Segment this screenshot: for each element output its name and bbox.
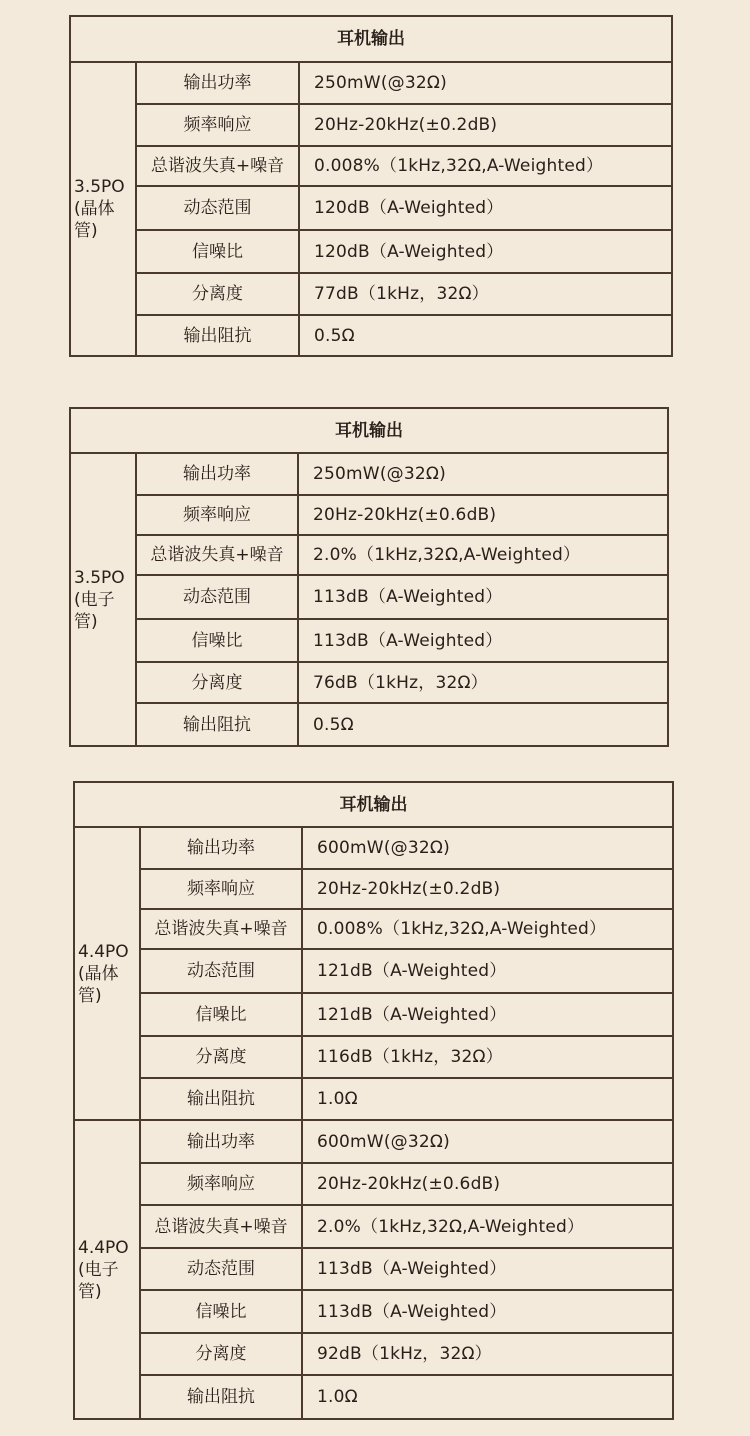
spec-value: 120dB（A-Weighted） bbox=[299, 186, 672, 230]
spec-label: 动态范围 bbox=[140, 949, 302, 993]
spec-label: 动态范围 bbox=[140, 1248, 302, 1290]
spec-label: 信噪比 bbox=[136, 230, 299, 273]
spec-value: 2.0%（1kHz,32Ω,A-Weighted） bbox=[298, 535, 668, 575]
spec-value: 120dB（A-Weighted） bbox=[299, 230, 672, 273]
spec-label: 总谐波失真+噪音 bbox=[136, 146, 299, 186]
spec-value: 113dB（A-Weighted） bbox=[302, 1290, 673, 1333]
spec-value: 20Hz-20kHz(±0.6dB) bbox=[298, 495, 668, 535]
spec-label: 总谐波失真+噪音 bbox=[136, 535, 298, 575]
spec-value: 0.008%（1kHz,32Ω,A-Weighted） bbox=[299, 146, 672, 186]
spec-value: 113dB（A-Weighted） bbox=[302, 1248, 673, 1290]
spec-value: 77dB（1kHz，32Ω） bbox=[299, 273, 672, 315]
spec-label: 输出阻抗 bbox=[140, 1375, 302, 1419]
spec-value: 121dB（A-Weighted） bbox=[302, 949, 673, 993]
spec-value: 250mW(@32Ω) bbox=[299, 62, 672, 104]
spec-label: 信噪比 bbox=[140, 993, 302, 1036]
spec-label: 输出功率 bbox=[140, 827, 302, 869]
spec-value: 92dB（1kHz，32Ω） bbox=[302, 1333, 673, 1375]
spec-label: 信噪比 bbox=[136, 619, 298, 662]
spec-label: 输出阻抗 bbox=[136, 703, 298, 746]
group-label: 4.4PO (电子 管) bbox=[74, 1120, 140, 1419]
spec-value: 1.0Ω bbox=[302, 1078, 673, 1120]
spec-table-1 bbox=[69, 15, 673, 357]
group-label: 4.4PO (晶体 管) bbox=[74, 827, 140, 1120]
spec-label: 总谐波失真+噪音 bbox=[140, 1205, 302, 1248]
spec-value: 2.0%（1kHz,32Ω,A-Weighted） bbox=[302, 1205, 673, 1248]
spec-label: 输出阻抗 bbox=[140, 1078, 302, 1120]
spec-label: 输出阻抗 bbox=[136, 315, 299, 356]
spec-label: 频率响应 bbox=[140, 869, 302, 909]
spec-label: 分离度 bbox=[136, 273, 299, 315]
spec-value: 0.008%（1kHz,32Ω,A-Weighted） bbox=[302, 909, 673, 949]
spec-label: 动态范围 bbox=[136, 575, 298, 619]
spec-label: 频率响应 bbox=[136, 104, 299, 146]
spec-value: 1.0Ω bbox=[302, 1375, 673, 1419]
spec-label: 频率响应 bbox=[136, 495, 298, 535]
spec-label: 分离度 bbox=[140, 1333, 302, 1375]
spec-value: 20Hz-20kHz(±0.2dB) bbox=[302, 869, 673, 909]
spec-value: 121dB（A-Weighted） bbox=[302, 993, 673, 1036]
spec-label: 信噪比 bbox=[140, 1290, 302, 1333]
spec-value: 600mW(@32Ω) bbox=[302, 1120, 673, 1163]
spec-value: 76dB（1kHz，32Ω） bbox=[298, 662, 668, 703]
spec-value: 0.5Ω bbox=[299, 315, 672, 356]
spec-value: 113dB（A-Weighted） bbox=[298, 575, 668, 619]
table-title: 耳机输出 bbox=[70, 408, 668, 453]
spec-label: 分离度 bbox=[140, 1036, 302, 1078]
spec-value: 116dB（1kHz，32Ω） bbox=[302, 1036, 673, 1078]
group-label: 3.5PO (晶体 管) bbox=[70, 62, 136, 356]
spec-label: 动态范围 bbox=[136, 186, 299, 230]
spec-table-2 bbox=[69, 407, 669, 747]
spec-value: 250mW(@32Ω) bbox=[298, 453, 668, 495]
spec-label: 输出功率 bbox=[136, 62, 299, 104]
spec-label: 输出功率 bbox=[140, 1120, 302, 1163]
table-title: 耳机输出 bbox=[70, 16, 672, 62]
spec-value: 113dB（A-Weighted） bbox=[298, 619, 668, 662]
spec-value: 20Hz-20kHz(±0.2dB) bbox=[299, 104, 672, 146]
spec-label: 分离度 bbox=[136, 662, 298, 703]
spec-value: 20Hz-20kHz(±0.6dB) bbox=[302, 1163, 673, 1205]
spec-label: 输出功率 bbox=[136, 453, 298, 495]
spec-value: 600mW(@32Ω) bbox=[302, 827, 673, 869]
spec-label: 频率响应 bbox=[140, 1163, 302, 1205]
group-label: 3.5PO (电子 管) bbox=[70, 453, 136, 746]
spec-label: 总谐波失真+噪音 bbox=[140, 909, 302, 949]
table-title: 耳机输出 bbox=[74, 782, 673, 827]
spec-table-3 bbox=[73, 781, 674, 1420]
spec-value: 0.5Ω bbox=[298, 703, 668, 746]
